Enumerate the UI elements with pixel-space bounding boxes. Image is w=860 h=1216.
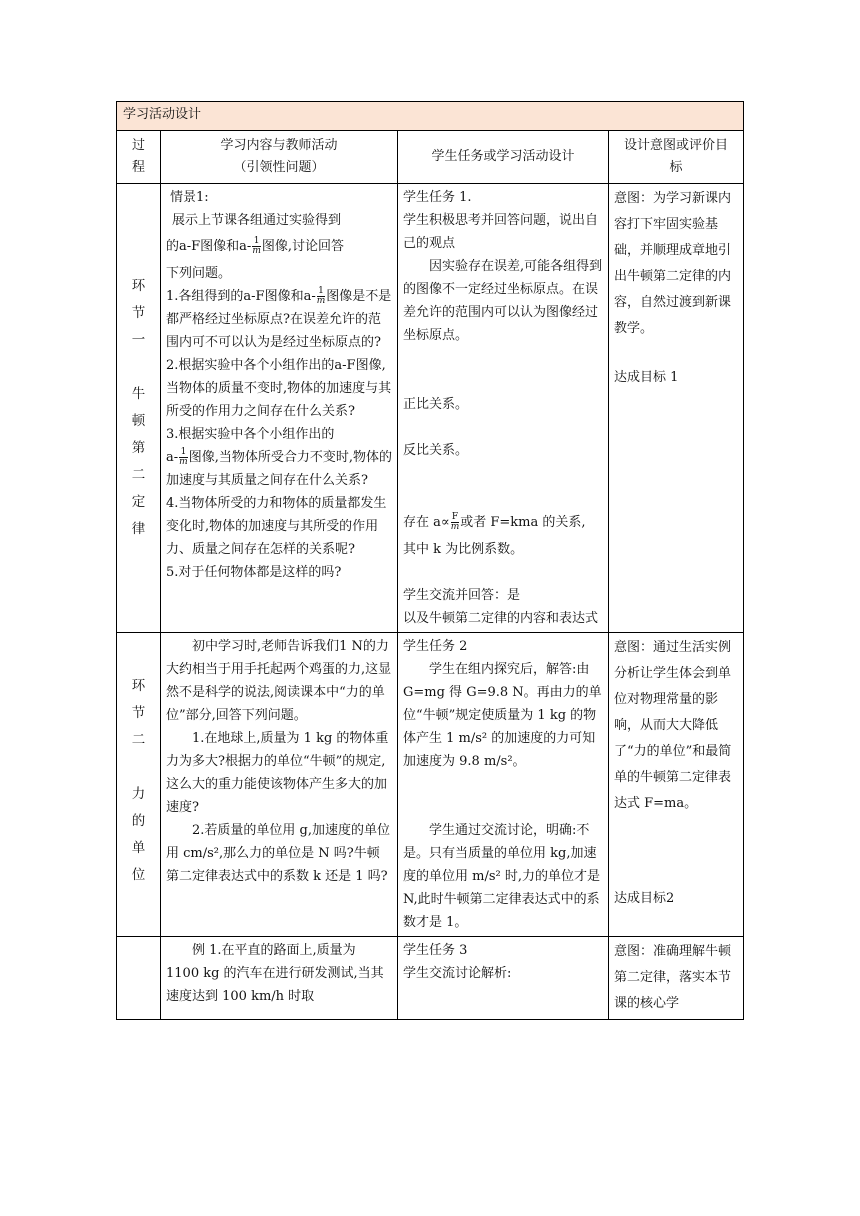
question-2: 2.若质量的单位用 g,加速度的单位用 cm/s²,那么力的单位是 N 吗?牛顿第二定律表达式中的系数 k 还是 1 吗? xyxy=(166,823,390,884)
scenario-text-3: 下列问题。 xyxy=(166,266,232,281)
task-answer-5: 学生交流并回答：是 xyxy=(403,588,521,603)
fraction: $\frac{F}{m}$ xyxy=(450,512,460,532)
task-cell xyxy=(398,937,609,1020)
stage-subtitle: 牛顿第二定律 xyxy=(131,386,146,537)
stage-cell xyxy=(117,937,161,1020)
task-line: 学生积极思考并回答问题，说出自己的观点 xyxy=(403,213,599,251)
task-title: 学生任务 1. xyxy=(403,190,472,205)
intent-cell xyxy=(609,633,744,937)
intent-cell xyxy=(609,937,744,1020)
question-4: 4.当物体所受的力和物体的质量都发生变化时,物体的加速度与其所受的作用力、质量之间存在怎样的关系呢? xyxy=(166,496,387,557)
task-answer-4b: 其中 k 为比例系数。 xyxy=(403,542,524,557)
task-line: 学生交流讨论解析: xyxy=(403,966,512,981)
task-title: 学生任务 3 xyxy=(403,943,468,958)
task-cell xyxy=(398,633,609,937)
table-row xyxy=(117,184,744,633)
fraction: $\frac{1}{m}$ xyxy=(252,236,261,256)
scenario-text-2: 的a-F图像和a- $\frac{1}{m}$ 图像,讨论回答 xyxy=(166,236,344,256)
header-intent: 设计意图或评价目标 xyxy=(609,131,744,184)
stage-cell xyxy=(117,633,161,937)
intent-cell xyxy=(609,184,744,633)
intent-text: 意图：通过生活实例分析让学生体会到单位对物理常量的影响，从而大大降低了“力的单位”和最简单的牛顿第二定律表达式 F=ma。 xyxy=(614,640,732,811)
scenario-text: 展示上节课各组通过实验得到 xyxy=(172,213,342,228)
activity-design-table xyxy=(116,101,744,1020)
question-5: 5.对于任何物体都是这样的吗? xyxy=(166,565,342,580)
task-cell xyxy=(398,184,609,633)
content-cell xyxy=(161,937,398,1020)
table-row xyxy=(117,633,744,937)
content-intro: 初中学习时,老师告诉我们1 N的力大约相当于用手托起两个鸡蛋的力,这显然不是科学的说法,阅读课本中“力的单位”部分,回答下列问题。 xyxy=(166,639,392,723)
question-1: 1.各组得到的a-F图像和a- $\frac{1}{m}$ 图像是不是都严格经过坐标原点?在误差允许的范围内可不可以认为是经过坐标原点的? xyxy=(166,286,392,350)
table-banner-title: 学习活动设计 xyxy=(117,102,744,131)
question-1: 1.在地球上,质量为 1 kg 的物体重力为多大?根据力的单位“牛顿”的规定,这么大的重力能使该物体产生多大的加速度? xyxy=(166,731,389,815)
intent-text: 意图：为学习新课内容打下牢固实验基础，并顺理成章地引出牛顿第二定律的内容，自然过渡到新课教学。 xyxy=(614,191,732,336)
question-2: 2.根据实验中各个小组作出的a-F图像,当物体的质量不变时,物体的加速度与其所受的作用力之间存在什么关系? xyxy=(166,358,392,419)
table-row xyxy=(117,937,744,1020)
table-banner-row xyxy=(117,102,744,131)
table-header-row xyxy=(117,131,744,184)
header-task: 学生任务或学习活动设计 xyxy=(398,131,609,184)
fraction: $\frac{1}{m}$ xyxy=(316,286,326,306)
stage-title: 环节二 xyxy=(131,678,146,748)
intent-goal: 达成目标2 xyxy=(614,891,675,906)
task-title: 学生任务 2 xyxy=(403,639,468,654)
task-answer-2: 学生通过交流讨论，明确:不是。只有当质量的单位用 kg,加速度的单位用 m/s² 时,力的单位才是 N,此时牛顿第二定律表达式中的系数才是 1。 xyxy=(403,823,600,930)
task-answer-2: 正比关系。 xyxy=(403,397,469,412)
header-content: 学习内容与教师活动 （引领性问题） xyxy=(161,131,398,184)
stage-cell xyxy=(117,184,161,633)
stage-label xyxy=(131,673,147,889)
task-answer-1: 因实验存在误差,可能各组得到的图像不一定经过坐标原点。在误差允许的范围内可以认为图像经过坐标原点。 xyxy=(403,259,603,343)
stage-title: 环节一 xyxy=(131,278,146,348)
question-3: 3.根据实验中各个小组作出的 a- $\frac{1}{m}$ 图像,当物体所受合力不变时,物体的加速度与其质量之间存在什么关系? xyxy=(166,427,392,488)
intent-text: 意图：准确理解牛顿第二定律，落实本节课的核心学 xyxy=(614,944,732,1011)
scenario-title: 情景1: xyxy=(170,190,209,205)
header-process: 过程 xyxy=(117,131,161,184)
task-answer-1: 学生在组内探究后，解答:由 G=mg 得 G=9.8 N。再由力的单位“牛顿”规定使质量为 1 kg 的物体产生 1 m/s² 的加速度的力可知加速度为 9.8 m/s²。 xyxy=(403,662,602,769)
example-text: 例 1.在平直的路面上,质量为 1100 kg 的汽车在进行研发测试,当其速度达到 100 km/h 时取 xyxy=(166,943,384,1004)
task-answer-5b: 以及牛顿第二定律的内容和表达式 xyxy=(403,611,599,626)
stage-label xyxy=(131,273,147,543)
document-page xyxy=(116,101,743,1020)
task-answer-4: 存在 a∝ $\frac{F}{m}$ 或者 F=kma 的关系, xyxy=(403,512,586,532)
task-answer-3: 反比关系。 xyxy=(403,443,469,458)
fraction: $\frac{1}{m}$ xyxy=(179,447,188,467)
content-cell xyxy=(161,633,398,937)
intent-goal: 达成目标 1 xyxy=(614,370,679,385)
stage-subtitle: 力的单位 xyxy=(131,786,146,883)
content-cell xyxy=(161,184,398,633)
